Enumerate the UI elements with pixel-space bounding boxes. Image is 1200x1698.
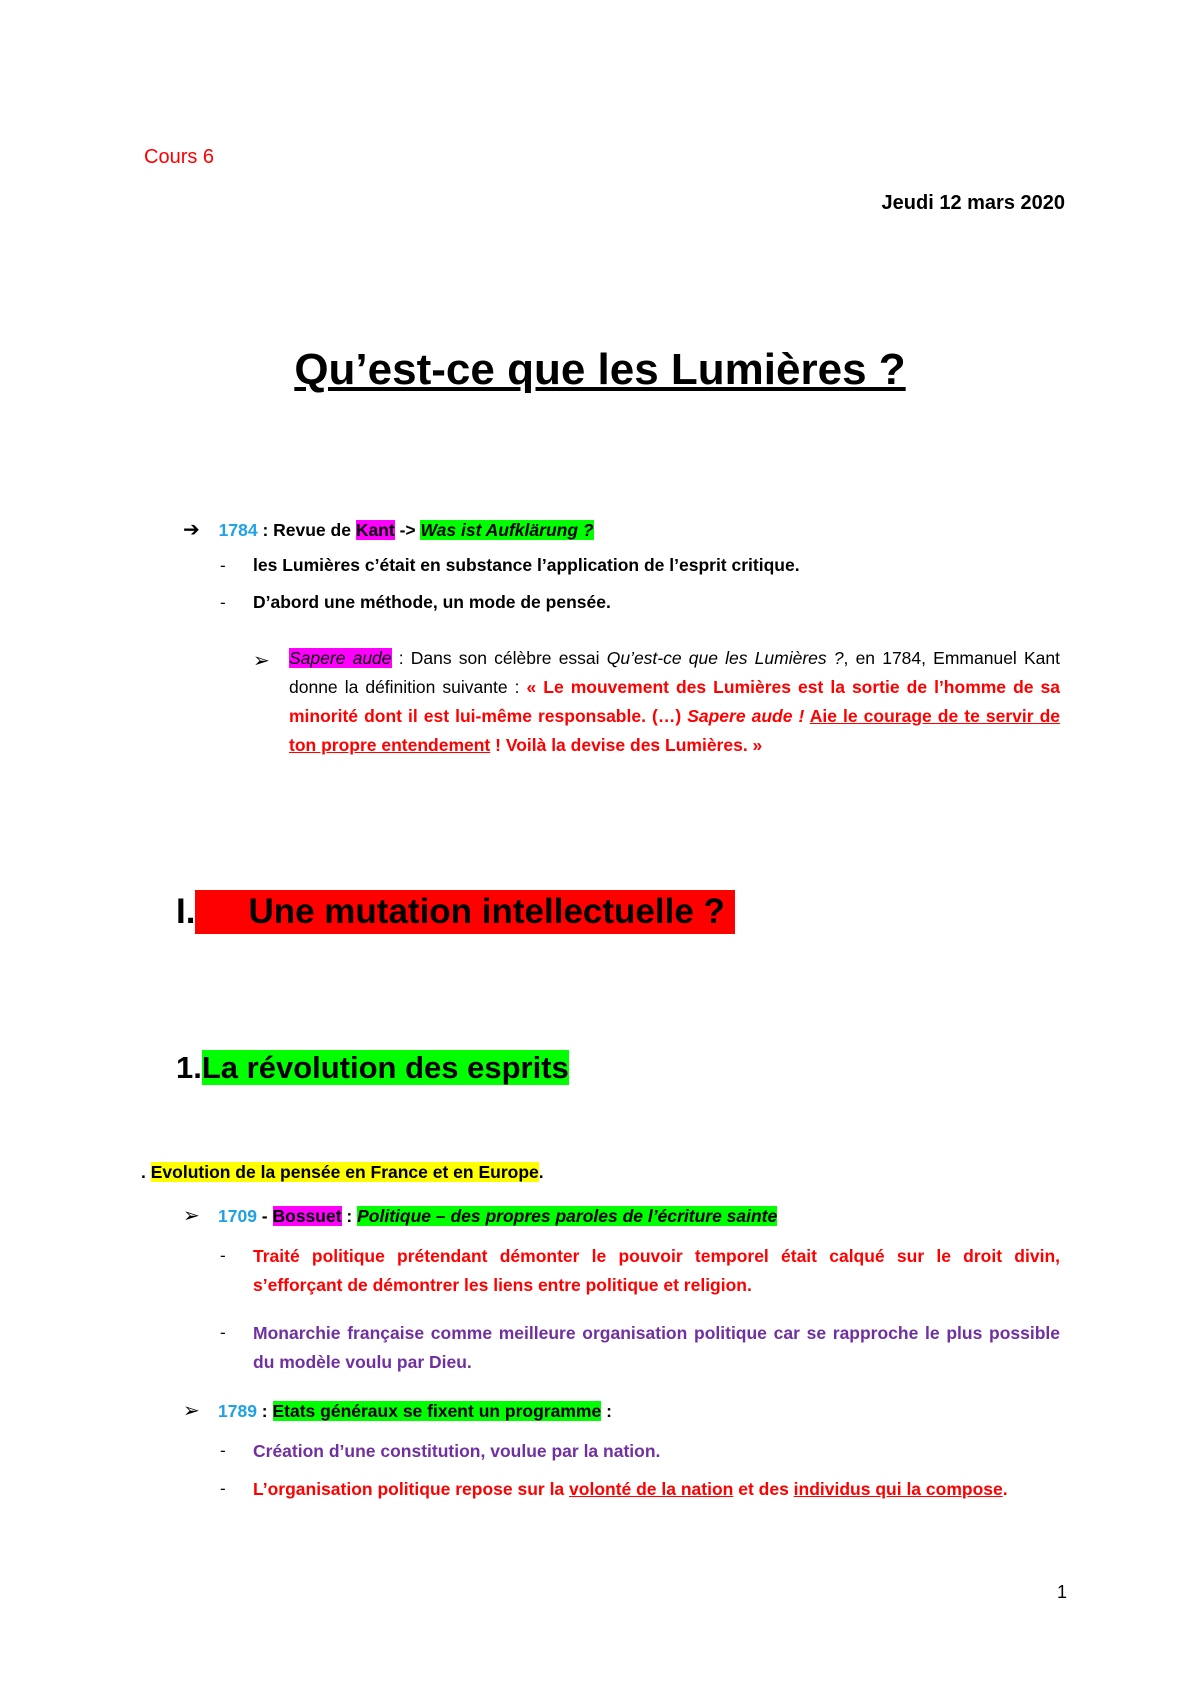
dash-bullet: - xyxy=(220,1323,226,1342)
dash-bullet: - xyxy=(220,556,226,575)
subsection-number: 1. xyxy=(176,1050,202,1085)
evolution-line xyxy=(141,1162,544,1183)
item-1789-year: 1789 xyxy=(218,1401,257,1421)
intro-author: Kant xyxy=(355,520,395,540)
intro-work: Was ist Aufklärung ? xyxy=(420,520,594,540)
item-1789-dash-2-u1: volonté de la nation xyxy=(569,1479,734,1499)
sapere-quote-underlined: Aie le courage de te servir de ton propre entendement xyxy=(289,706,1061,755)
item-1789-dash-2-b: et des xyxy=(733,1479,794,1499)
item-1709-year: 1709 xyxy=(218,1206,257,1226)
item-1789-dash-2 xyxy=(253,1475,1060,1504)
evolution-end: . xyxy=(538,1162,544,1182)
sapere-paragraph xyxy=(289,644,1060,760)
dash-bullet: - xyxy=(220,593,226,612)
sapere-quote-1: « Le mouvement des Lumières est la sortie de l’homme de sa minorité dont il est lui-même responsable. (…) xyxy=(289,677,1060,726)
item-1789-event: Etats généraux se fixent un programme xyxy=(272,1401,602,1421)
chevron-bullet-icon: ➢ xyxy=(183,1205,200,1227)
chevron-bullet-icon: ➢ xyxy=(183,1400,200,1422)
course-label: Cours 6 xyxy=(144,146,215,168)
date-label: Jeudi 12 mars 2020 xyxy=(881,192,1065,214)
intro-dash-1 xyxy=(220,555,800,576)
right-arrow-icon: ➔ xyxy=(183,519,200,541)
intro-dash-1-text: les Lumières c’était en substance l’application de l’esprit critique. xyxy=(253,555,800,575)
intro-arrow: -> xyxy=(394,520,421,540)
chevron-bullet-icon: ➢ xyxy=(253,650,270,672)
page-title: Qu’est-ce que les Lumières ? xyxy=(294,345,906,394)
sapere-quote-italic: Sapere aude ! xyxy=(687,706,805,726)
intro-sep: : Revue de xyxy=(257,520,356,540)
item-1709-author: Bossuet xyxy=(272,1206,342,1226)
item-1789-dash-2-u2: individus qui la compose xyxy=(793,1479,1003,1499)
page-number: 1 xyxy=(1056,1582,1067,1602)
sapere-quote-2: ! Voilà la devise des Lumières. » xyxy=(490,735,763,755)
subsection-title: La révolution des esprits xyxy=(201,1050,569,1085)
sapere-text-2: , en 1784, Emmanuel Kant donne la définition suivante : xyxy=(289,648,1060,697)
section-title: Une mutation intellectuelle ? xyxy=(248,892,725,931)
item-1789-colon: : xyxy=(256,1401,273,1421)
dash-bullet: - xyxy=(220,1246,226,1265)
sapere-label: Sapere aude xyxy=(289,648,392,668)
item-1709-dash-1: Traité politique prétendant démonter le pouvoir temporel était calqué sur le droit divin, s’efforçant de démontrer les liens entre politique et religion. xyxy=(253,1246,1060,1295)
item-1709-work: Politique – des propres paroles de l’écriture sainte xyxy=(357,1206,778,1226)
section-title-bar xyxy=(195,890,734,934)
intro-dash-2-text: D’abord une méthode, un mode de pensée. xyxy=(253,592,611,612)
item-1709-dash-2: Monarchie française comme meilleure organisation politique car se rapproche le plus possible du modèle voulu par Dieu. xyxy=(253,1323,1060,1372)
evolution-dot: . xyxy=(141,1162,151,1182)
subsection-heading xyxy=(176,1050,569,1086)
dash-bullet: - xyxy=(220,1479,226,1498)
section-numeral: I. xyxy=(176,892,196,931)
intro-dash-2 xyxy=(220,592,611,613)
item-1709-sep: - xyxy=(256,1206,273,1226)
sapere-text-1: : Dans son célèbre essai xyxy=(391,648,607,668)
intro-line xyxy=(183,517,594,542)
item-1789-dash-1: Création d’une constitution, voulue par la nation. xyxy=(253,1441,661,1461)
item-1789-line xyxy=(218,1401,612,1422)
item-1789-dash-2-end: . xyxy=(1002,1479,1008,1499)
item-1709-line xyxy=(218,1206,777,1227)
item-1709-colon: : xyxy=(341,1206,358,1226)
item-1789-end: : xyxy=(601,1401,612,1421)
section-heading xyxy=(176,890,735,934)
dash-bullet: - xyxy=(220,1441,226,1460)
sapere-essay: Qu’est-ce que les Lumières ? xyxy=(606,648,844,668)
intro-year: 1784 xyxy=(218,520,258,540)
item-1789-dash-2-a: L’organisation politique repose sur la xyxy=(253,1479,570,1499)
evolution-text: Evolution de la pensée en France et en Europe xyxy=(150,1162,539,1182)
